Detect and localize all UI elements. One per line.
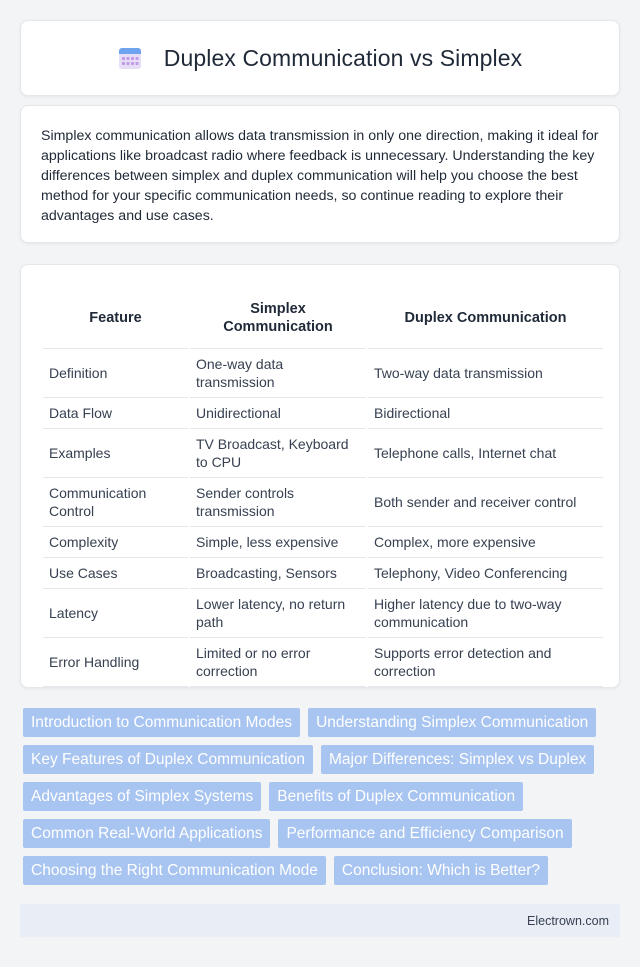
title-card [20, 20, 620, 96]
table-row [43, 478, 603, 527]
footer [20, 904, 620, 937]
table-row [43, 527, 603, 558]
table-row [43, 558, 603, 589]
table-header-row [43, 287, 603, 349]
table-cell: Data Flow [43, 398, 188, 429]
calendar-grid-icon [118, 46, 142, 70]
table-row [43, 638, 603, 687]
table-cell: Unidirectional [190, 398, 366, 429]
table-cell: Lower latency, no return path [190, 589, 366, 638]
intro-card [20, 105, 620, 243]
topic-link-benefits-duplex[interactable]: Benefits of Duplex Communication [269, 782, 523, 811]
table-cell: Use Cases [43, 558, 188, 589]
table-cell: Definition [43, 349, 188, 398]
table-cell: Limited or no error correction [190, 638, 366, 687]
topic-link-performance[interactable]: Performance and Efficiency Comparison [278, 819, 571, 848]
table-cell: Both sender and receiver control [368, 478, 603, 527]
table-cell: Complexity [43, 527, 188, 558]
table-cell: Supports error detection and correction [368, 638, 603, 687]
header-feature: Feature [43, 287, 188, 349]
table-cell: Complex, more expensive [368, 527, 603, 558]
topic-links [20, 708, 620, 885]
topic-link-choosing-mode[interactable]: Choosing the Right Communication Mode [23, 856, 326, 885]
table-row [43, 349, 603, 398]
table-cell: Communication Control [43, 478, 188, 527]
footer-site: Electrown.com [527, 913, 609, 928]
table-row [43, 398, 603, 429]
table-cell: Sender controls transmission [190, 478, 366, 527]
table-cell: Simple, less expensive [190, 527, 366, 558]
topic-link-understanding-simplex[interactable]: Understanding Simplex Communication [308, 708, 596, 737]
table-cell: Bidirectional [368, 398, 603, 429]
header-simplex: Simplex Communication [190, 287, 366, 349]
topic-link-applications[interactable]: Common Real-World Applications [23, 819, 270, 848]
table-cell: Telephony, Video Conferencing [368, 558, 603, 589]
topic-link-introduction[interactable]: Introduction to Communication Modes [23, 708, 300, 737]
table-cell: Telephone calls, Internet chat [368, 429, 603, 478]
intro-paragraph: Simplex communication allows data transmission in only one direction, making it ideal for applications like broadcast radio where feedback is unnecessary. Understanding the key differences between simplex and duplex communication will help you choose the best method for your specific communication needs, so continue reading to explore their advantages and use cases. [41, 128, 599, 224]
table-cell: TV Broadcast, Keyboard to CPU [190, 429, 366, 478]
header-duplex: Duplex Communication [368, 287, 603, 349]
table-cell: Higher latency due to two-way communication [368, 589, 603, 638]
table-row [43, 429, 603, 478]
table-cell: Broadcasting, Sensors [190, 558, 366, 589]
comparison-table [41, 287, 605, 687]
topic-link-conclusion[interactable]: Conclusion: Which is Better? [334, 856, 548, 885]
page-title: Duplex Communication vs Simplex [163, 44, 523, 71]
table-cell: One-way data transmission [190, 349, 366, 398]
topic-link-advantages-simplex[interactable]: Advantages of Simplex Systems [23, 782, 261, 811]
topic-link-key-features-duplex[interactable]: Key Features of Duplex Communication [23, 745, 313, 774]
table-cell: Examples [43, 429, 188, 478]
table-row [43, 589, 603, 638]
table-cell: Latency [43, 589, 188, 638]
table-cell: Error Handling [43, 638, 188, 687]
topic-link-major-differences[interactable]: Major Differences: Simplex vs Duplex [321, 745, 594, 774]
table-cell: Two-way data transmission [368, 349, 603, 398]
comparison-table-card [20, 264, 620, 688]
